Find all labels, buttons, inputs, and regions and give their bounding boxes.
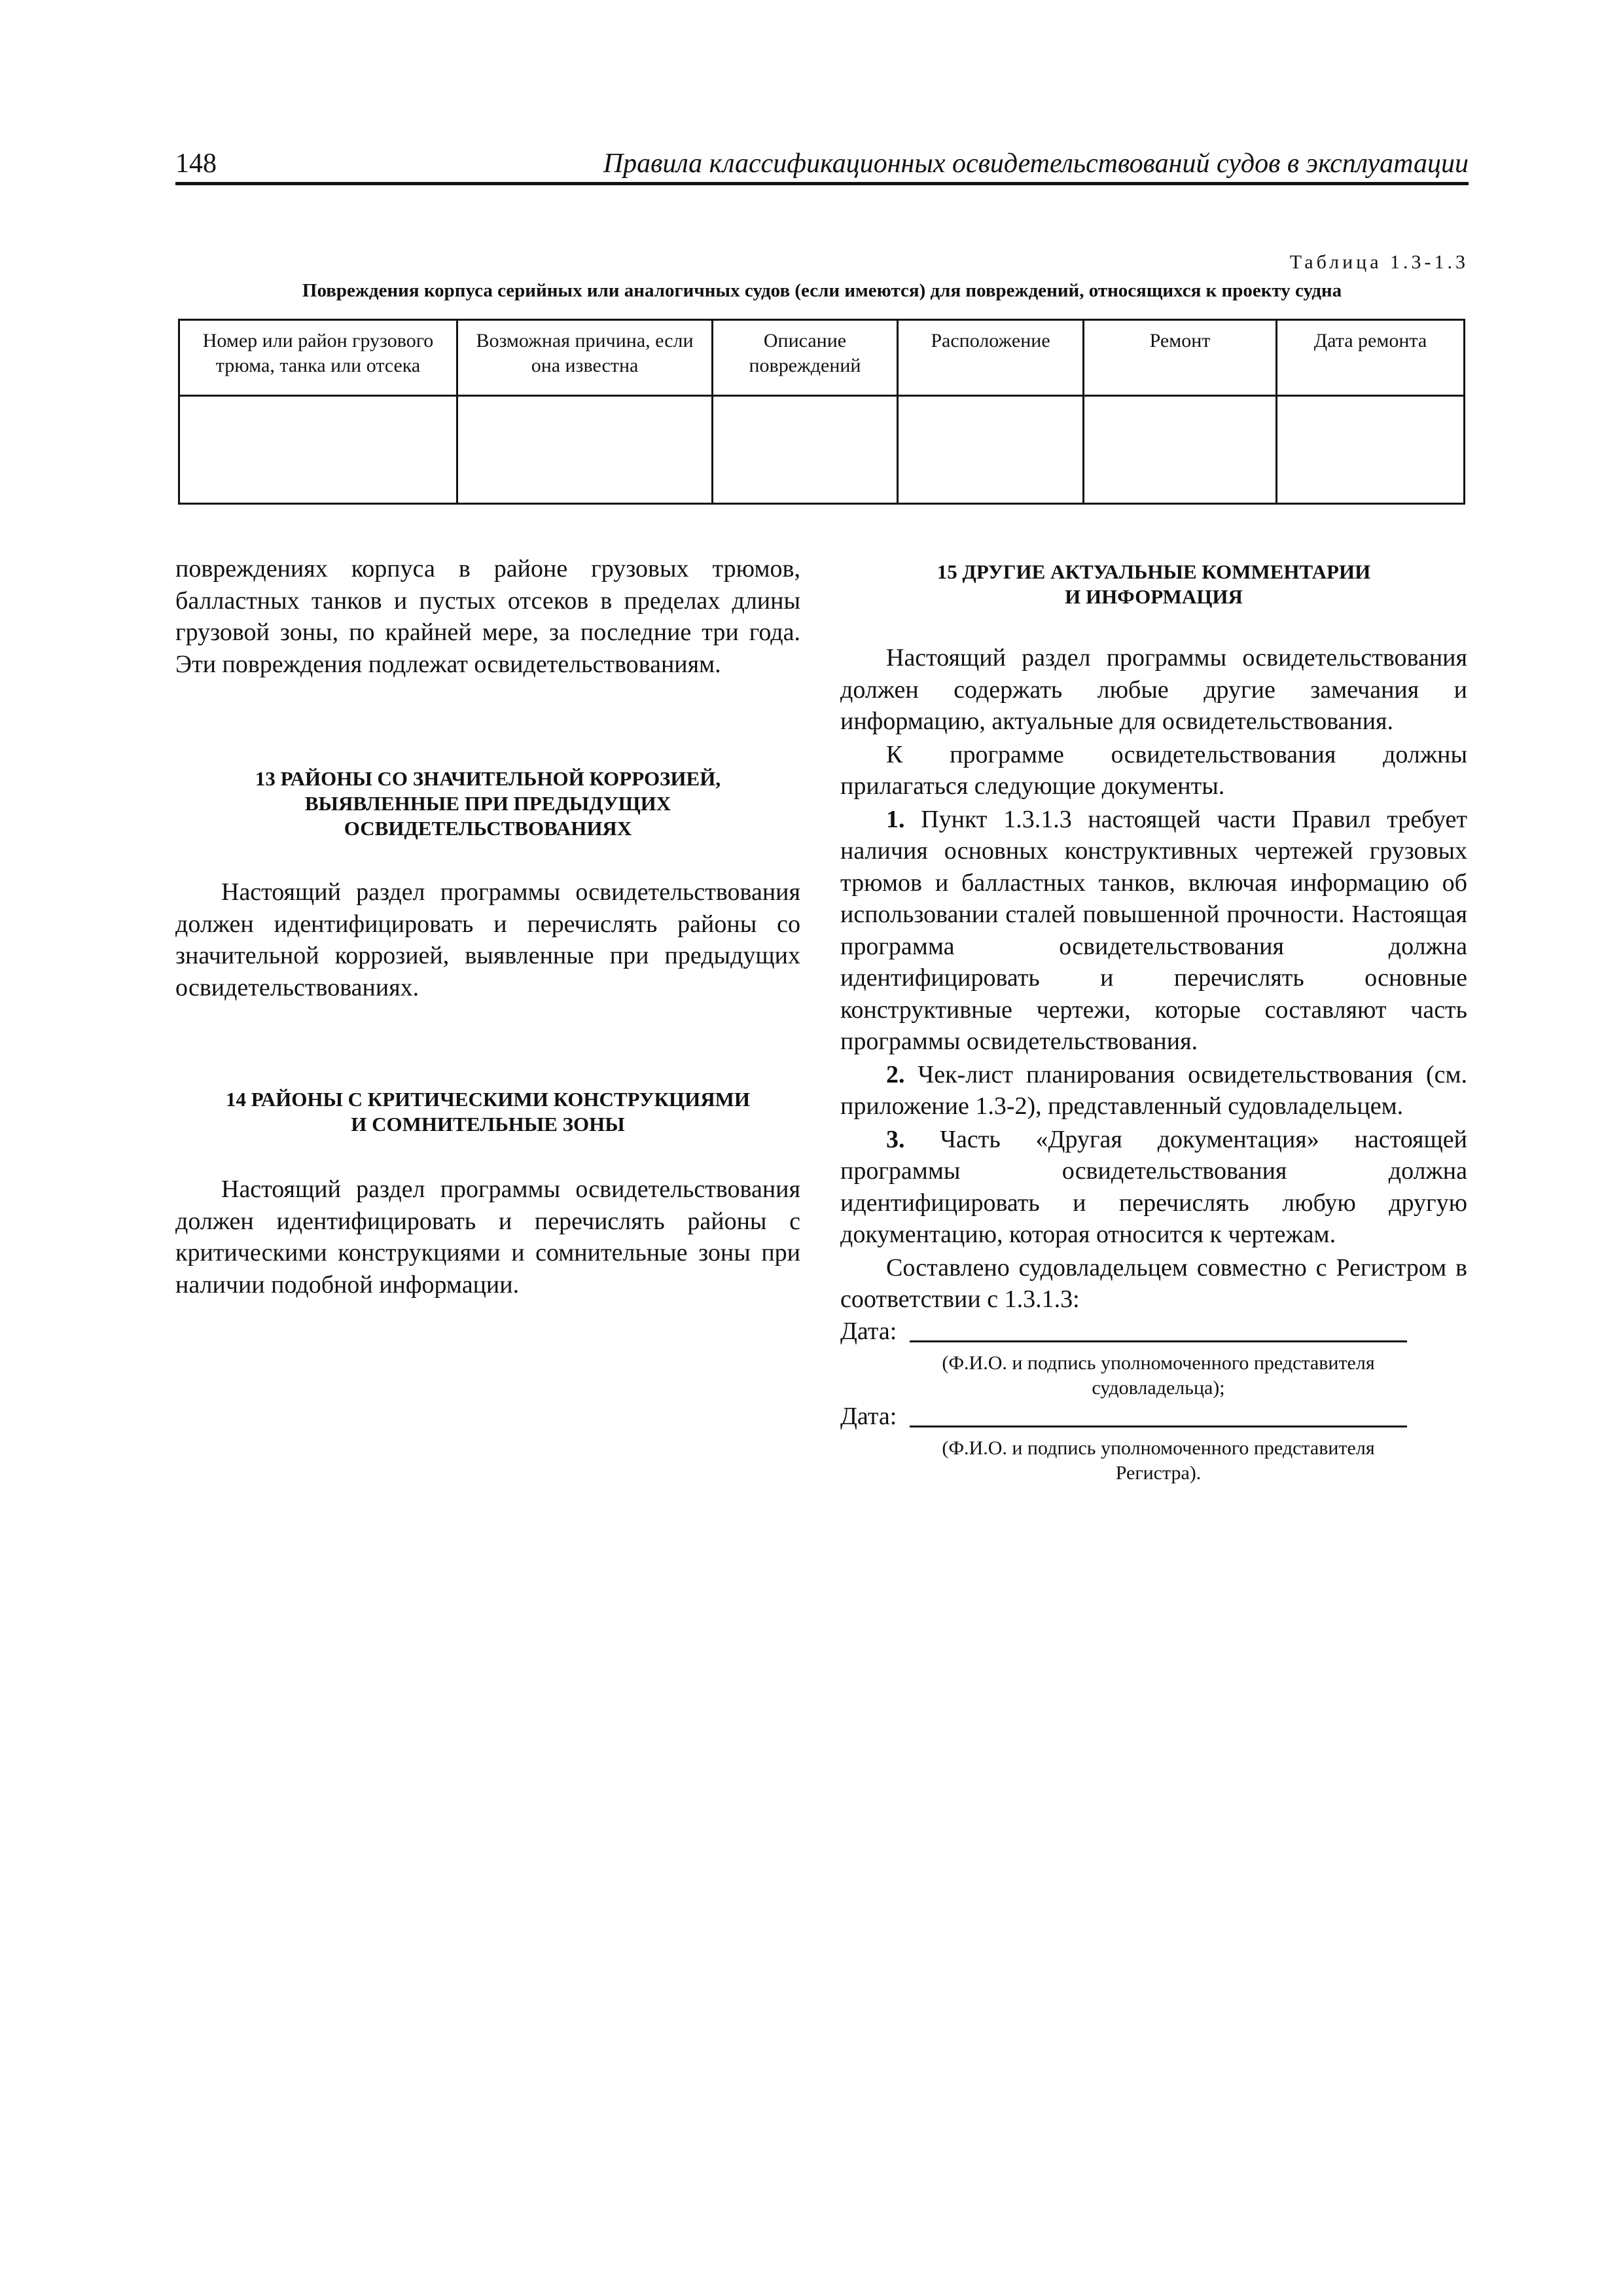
date-label: Дата:	[840, 1317, 897, 1345]
damage-table	[178, 319, 1465, 505]
list-item-3	[840, 1124, 1467, 1251]
table-cell	[1084, 396, 1277, 504]
right-column	[840, 553, 1467, 1486]
table-cell	[713, 396, 898, 504]
documents-intro-paragraph: К программе освидетельствования должны прилагаться следующие документы.	[840, 740, 1467, 800]
section-14-paragraph: Настоящий раздел программы освидетельствования должен идентифицировать и перечислять районы с критическими конструкциями и сомнительные зоны при наличии подобной информации.	[175, 1175, 800, 1299]
section-15-paragraph: Настоящий раздел программы освидетельствования должен содержать любые другие замечания и информацию, актуальные для освидетельствования.	[840, 644, 1467, 735]
table-cell	[179, 396, 457, 504]
page-number: 148	[175, 149, 217, 179]
signature-row-owner	[840, 1316, 1467, 1347]
list-item-number: 3.	[886, 1125, 905, 1153]
table-cell	[1277, 396, 1465, 504]
list-item-text: Часть «Другая документация» настоящей программы освидетельствования должна идентифицировать и перечислять любую другую документацию, которая относится к чертежам.	[840, 1125, 1468, 1248]
section-13-heading: 13 РАЙОНЫ СО ЗНАЧИТЕЛЬНОЙ КОРРОЗИЕЙ, ВЫЯВЛЕННЫЕ ПРИ ПРЕДЫДУЩИХ ОСВИДЕТЕЛЬСТВОВАНИЯХ	[255, 767, 721, 840]
list-item-number: 2.	[886, 1060, 905, 1088]
column-header: Расположение	[898, 320, 1084, 396]
running-title: Правила классификационных освидетельствований судов в эксплуатации	[603, 149, 1469, 179]
list-item-1	[840, 804, 1467, 1058]
left-column	[175, 553, 800, 1300]
column-header: Описание повреждений	[713, 320, 898, 396]
column-header: Дата ремонта	[1277, 320, 1465, 396]
signature-line	[910, 1426, 1407, 1427]
signature-row-register	[840, 1401, 1467, 1432]
date-label: Дата:	[840, 1402, 897, 1430]
table-label: Таблица 1.3-1.3	[1289, 251, 1469, 273]
table-cell	[457, 396, 713, 504]
signature-note-register: (Ф.И.О. и подпись уполномоченного представителя Регистра).	[942, 1437, 1375, 1484]
column-header: Номер или район грузового трюма, танка или отсека	[179, 320, 457, 396]
table-caption: Повреждения корпуса серийных или аналогичных судов (если имеются) для повреждений, относящихся к проекту судна	[302, 280, 1342, 301]
list-item-2	[840, 1059, 1467, 1122]
list-item-number: 1.	[886, 805, 905, 833]
compiled-statement: Составлено судовладельцем совместно с Регистром в соответствии с 1.3.1.3:	[840, 1253, 1467, 1313]
table-header-row	[179, 320, 1465, 396]
page-header	[175, 143, 1469, 185]
column-header: Ремонт	[1084, 320, 1277, 396]
section-14-heading: 14 РАЙОНЫ С КРИТИЧЕСКИМИ КОНСТРУКЦИЯМИ И СОМНИТЕЛЬНЫЕ ЗОНЫ	[226, 1088, 750, 1136]
table-cell	[898, 396, 1084, 504]
list-item-text: Чек-лист планирования освидетельствования (см. приложение 1.3-2), представленный судовладельцем.	[840, 1060, 1468, 1120]
section-13-paragraph: Настоящий раздел программы освидетельствования должен идентифицировать и перечислять районы со значительной коррозией, выявленные при предыдущих освидетельствованиях.	[175, 878, 800, 1001]
table-row	[179, 396, 1465, 504]
section-15-heading: 15 ДРУГИЕ АКТУАЛЬНЫЕ КОММЕНТАРИИ И ИНФОРМАЦИЯ	[936, 560, 1371, 608]
signature-line	[910, 1340, 1407, 1342]
list-item-text: Пункт 1.3.1.3 настоящей части Правил требует наличия основных конструктивных чертежей грузовых трюмов и балластных танков, включая информацию об использовании сталей повышенной прочности. Настоящая программа освидетельствования должна идентифицировать и перечислять основные конструктивные чертежи, которые составляют часть программы освидетельствования.	[840, 805, 1467, 1055]
signature-note-owner: (Ф.И.О. и подпись уполномоченного представителя судовладельца);	[942, 1352, 1375, 1399]
continued-paragraph: повреждениях корпуса в районе грузовых трюмов, балластных танков и пустых отсеков в пределах длины грузовой зоны, по крайней мере, за последние три года. Эти повреждения подлежат освидетельствованиям.	[175, 555, 800, 678]
column-header: Возможная причина, если она известна	[457, 320, 713, 396]
